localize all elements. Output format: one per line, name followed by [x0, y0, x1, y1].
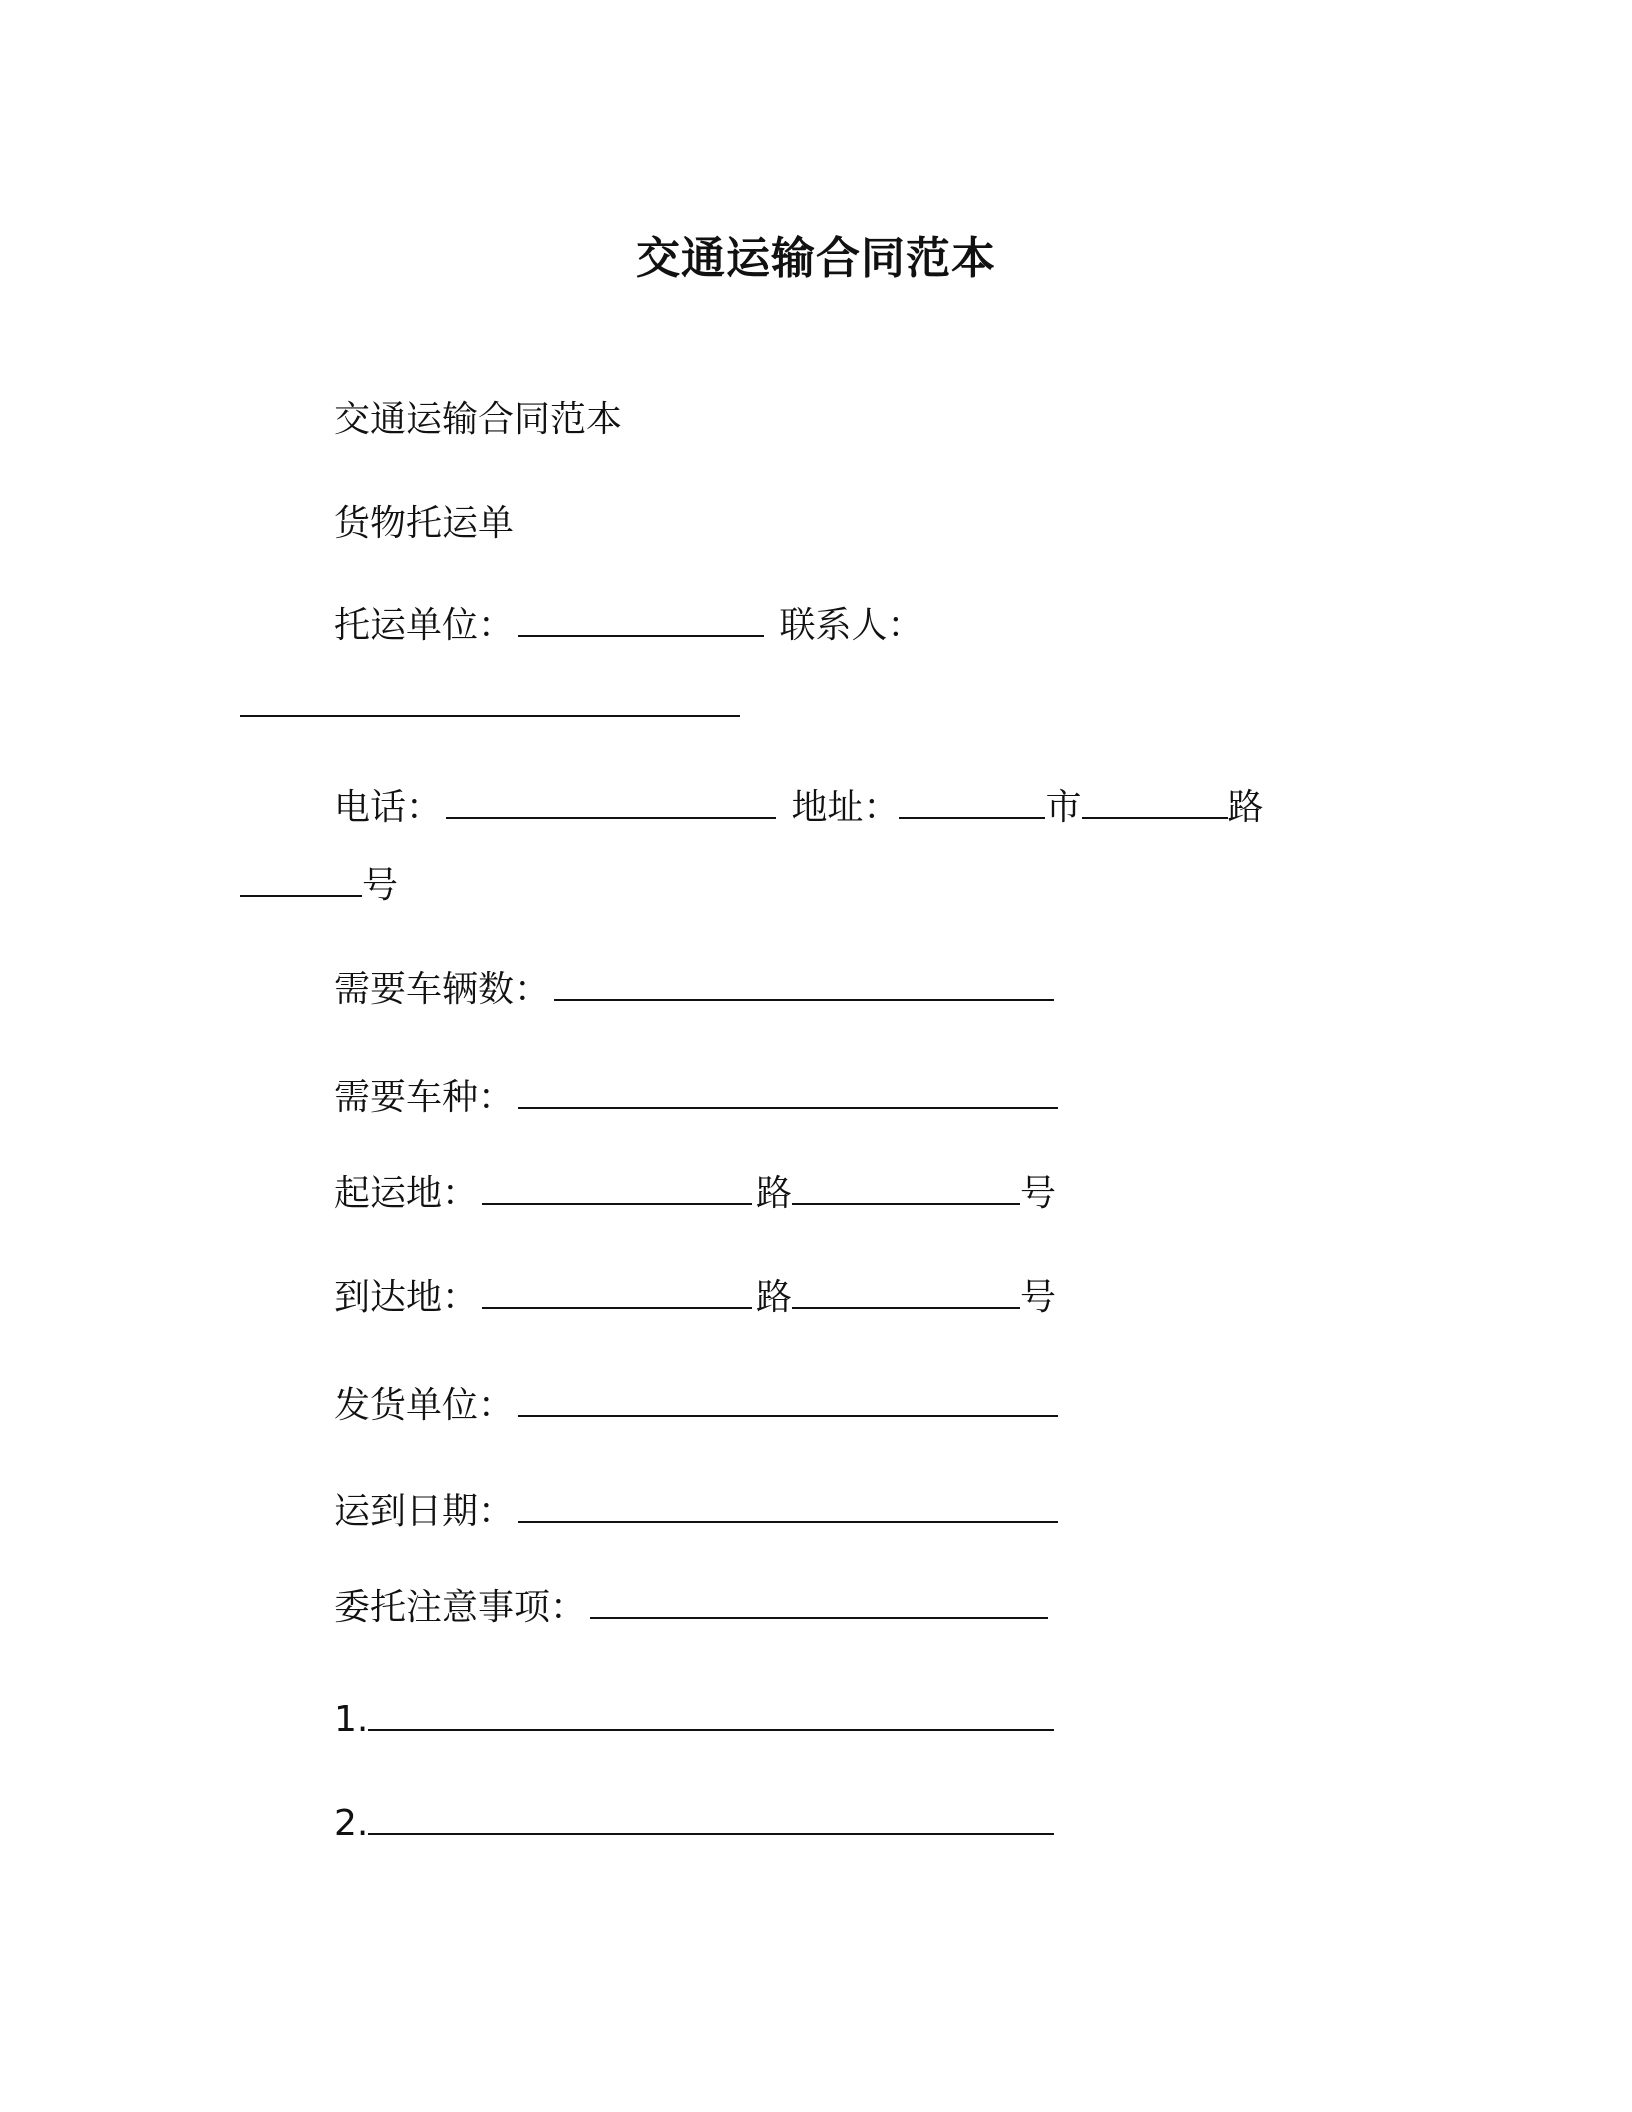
note-2-prefix: 2.: [334, 1803, 369, 1844]
vehicle-type-blank[interactable]: [518, 1077, 1058, 1109]
sender-unit-row: [334, 1384, 1062, 1428]
origin-label: 起运地：: [334, 1173, 479, 1214]
shipper-blank[interactable]: [518, 605, 764, 637]
destination-road-blank[interactable]: [482, 1277, 752, 1309]
destination-number-blank[interactable]: [792, 1277, 1020, 1309]
destination-row: [334, 1276, 1056, 1320]
note-1-prefix: 1.: [334, 1699, 369, 1740]
vehicle-type-row: [334, 1076, 1062, 1120]
note-2-blank[interactable]: [368, 1803, 1054, 1835]
address-road-blank[interactable]: [1082, 787, 1228, 819]
city-suffix: 市: [1045, 787, 1082, 828]
destination-label: 到达地：: [334, 1277, 479, 1318]
notes-blank[interactable]: [590, 1587, 1048, 1619]
vehicle-count-label: 需要车辆数：: [334, 969, 551, 1010]
shipper-row: [334, 604, 923, 648]
phone-blank[interactable]: [446, 787, 776, 819]
phone-address-row: [334, 786, 1264, 830]
sender-unit-label: 发货单位：: [334, 1385, 515, 1426]
address-label: 地址：: [791, 787, 900, 828]
address-number-row: [240, 864, 398, 908]
contact-blank[interactable]: [240, 685, 740, 717]
address-number-blank[interactable]: [240, 865, 362, 897]
document-title: 交通运输合同范本: [636, 233, 996, 284]
vehicle-type-label: 需要车种：: [334, 1077, 515, 1118]
contact-row: [240, 684, 740, 728]
vehicle-count-row: [334, 968, 1058, 1012]
number-suffix: 号: [362, 865, 399, 906]
origin-road-suffix: 路: [756, 1173, 793, 1214]
origin-road-blank[interactable]: [482, 1173, 752, 1205]
phone-label: 电话：: [334, 787, 443, 828]
arrival-date-row: [334, 1490, 1062, 1534]
contact-label: 联系人：: [779, 605, 924, 646]
road-suffix: 路: [1227, 787, 1264, 828]
shipper-label: 托运单位：: [334, 605, 515, 646]
note-2-row: [334, 1802, 1054, 1846]
note-1-blank[interactable]: [368, 1699, 1054, 1731]
arrival-date-blank[interactable]: [518, 1491, 1058, 1523]
address-city-blank[interactable]: [899, 787, 1045, 819]
sender-unit-blank[interactable]: [518, 1385, 1058, 1417]
notes-label: 委托注意事项：: [334, 1587, 587, 1628]
note-1-row: [334, 1698, 1054, 1742]
notes-row: [334, 1586, 1052, 1630]
origin-number-suffix: 号: [1020, 1173, 1057, 1214]
origin-row: [334, 1172, 1056, 1216]
origin-number-blank[interactable]: [792, 1173, 1020, 1205]
form-name: 货物托运单: [334, 503, 515, 544]
subtitle: 交通运输合同范本: [334, 399, 623, 440]
destination-road-suffix: 路: [756, 1277, 793, 1318]
vehicle-count-blank[interactable]: [554, 969, 1054, 1001]
arrival-date-label: 运到日期：: [334, 1491, 515, 1532]
destination-number-suffix: 号: [1020, 1277, 1057, 1318]
